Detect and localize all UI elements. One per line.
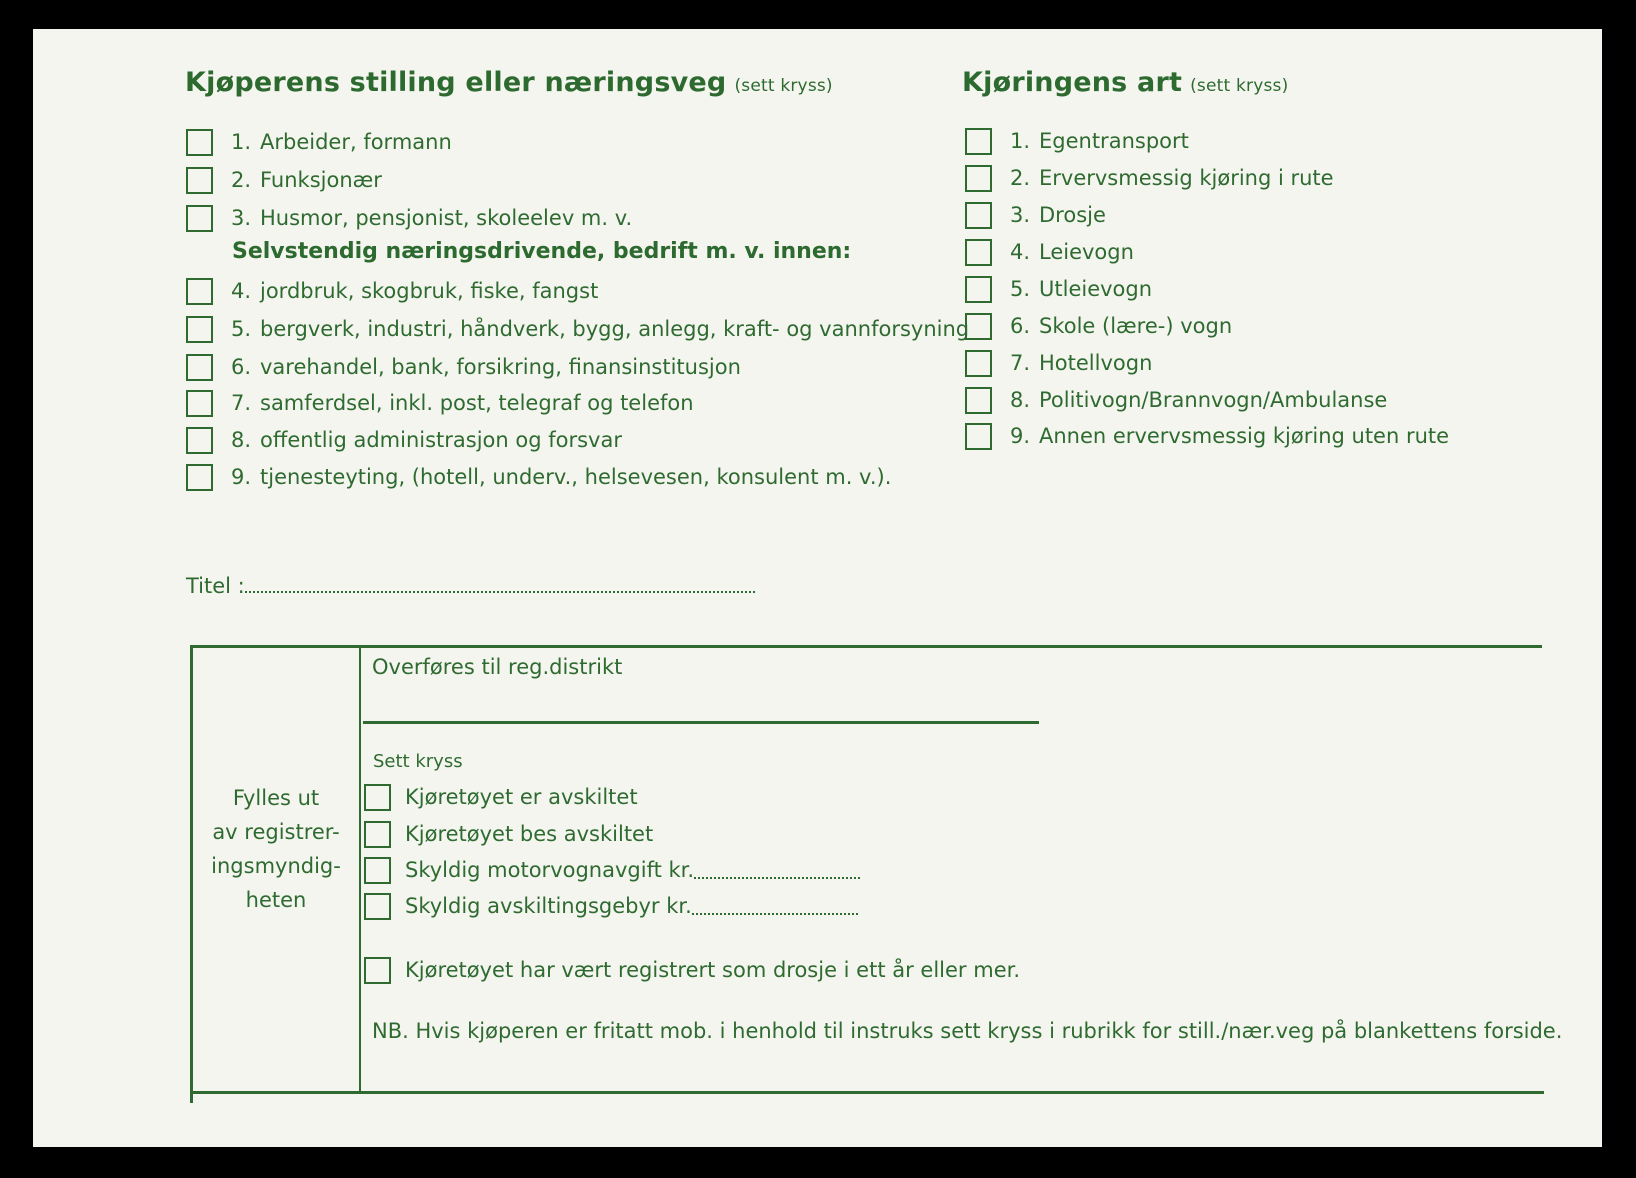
checkbox[interactable] xyxy=(364,821,391,848)
option-label: Hotellvogn xyxy=(1039,351,1153,375)
option-label: Husmor, pensjonist, skoleelev m. v. xyxy=(260,206,633,230)
option-label: offentlig administrasjon og forsvar xyxy=(260,428,622,452)
option-label: Funksjonær xyxy=(260,168,382,192)
buyer-occupation-hint: (sett kryss) xyxy=(734,76,833,96)
checkbox[interactable] xyxy=(965,350,992,377)
driving-option-2[interactable] xyxy=(965,161,1334,195)
occupation-option-4[interactable] xyxy=(186,274,598,308)
driving-option-9[interactable] xyxy=(965,419,1449,453)
check-label: Kjøretøyet er avskiltet xyxy=(405,785,638,809)
box-bottom-rule xyxy=(190,1091,1544,1094)
box-divider-rule xyxy=(359,645,361,1092)
buyer-occupation-heading xyxy=(185,67,833,98)
driving-option-6[interactable] xyxy=(965,309,1232,343)
driving-option-7[interactable] xyxy=(965,346,1152,380)
option-number: 2. xyxy=(231,168,252,192)
checkbox[interactable] xyxy=(965,423,992,450)
option-label: bergverk, industri, håndverk, bygg, anlegg, kraft- og vannforsyning xyxy=(260,317,970,341)
checkbox[interactable] xyxy=(965,239,992,266)
check-label: Kjøretøyet bes avskiltet xyxy=(405,822,654,846)
option-label: Arbeider, formann xyxy=(260,130,452,154)
driving-option-4[interactable] xyxy=(965,235,1134,269)
option-label: Annen ervervsmessig kjøring uten rute xyxy=(1039,424,1450,448)
option-number: 9. xyxy=(231,465,252,489)
option-label: Leievogn xyxy=(1039,240,1134,264)
driving-type-hint: (sett kryss) xyxy=(1190,76,1289,96)
option-label: Utleievogn xyxy=(1039,277,1153,301)
option-label: Egentransport xyxy=(1039,129,1189,153)
option-number: 4. xyxy=(231,279,252,303)
checkbox[interactable] xyxy=(965,387,992,414)
amount-dotted-line[interactable] xyxy=(694,861,860,879)
option-number: 1. xyxy=(231,130,252,154)
occupation-option-6[interactable] xyxy=(186,350,741,384)
side-label-line: av registrer- xyxy=(212,820,340,844)
option-label: Ervervsmessig kjøring i rute xyxy=(1039,166,1334,190)
check-label: Skyldig avskiltingsgebyr kr. xyxy=(405,894,692,918)
checkbox[interactable] xyxy=(965,276,992,303)
checkbox[interactable] xyxy=(186,316,213,343)
checkbox[interactable] xyxy=(364,893,391,920)
option-number: 3. xyxy=(231,206,252,230)
box-top-rule xyxy=(190,645,1542,648)
check-label: Skyldig motorvognavgift kr. xyxy=(405,858,695,882)
checkbox[interactable] xyxy=(364,784,391,811)
checkbox[interactable] xyxy=(965,202,992,229)
checkbox[interactable] xyxy=(364,857,391,884)
side-label-line: heten xyxy=(245,888,307,912)
occupation-option-3[interactable] xyxy=(186,201,632,235)
title-field[interactable] xyxy=(186,574,755,598)
driving-option-8[interactable] xyxy=(965,383,1387,417)
nb-note: NB. Hvis kjøperen er fritatt mob. i henhold til instruks sett kryss i rubrikk for still./nær.veg på blankettens forside. xyxy=(372,1019,1563,1043)
title-dotted-line[interactable] xyxy=(245,575,755,593)
driving-option-3[interactable] xyxy=(965,198,1106,232)
option-number: 7. xyxy=(1010,351,1031,375)
driving-option-1[interactable] xyxy=(965,124,1189,158)
taxi-registered-check[interactable] xyxy=(364,953,1020,987)
checkbox[interactable] xyxy=(186,129,213,156)
option-label: tjenesteyting, (hotell, underv., helsevesen, konsulent m. v.). xyxy=(260,465,892,489)
checkbox[interactable] xyxy=(186,427,213,454)
option-number: 6. xyxy=(231,355,252,379)
option-number: 7. xyxy=(231,391,252,415)
checkbox[interactable] xyxy=(186,205,213,232)
option-label: varehandel, bank, forsikring, finansinstitusjon xyxy=(260,355,741,379)
option-label: samferdsel, inkl. post, telegraf og telefon xyxy=(260,391,694,415)
occupation-option-7[interactable] xyxy=(186,386,694,420)
option-number: 8. xyxy=(231,428,252,452)
self-employed-subheading: Selvstendig næringsdrivende, bedrift m. v. innen: xyxy=(232,239,852,264)
occupation-option-8[interactable] xyxy=(186,423,622,457)
checkbox[interactable] xyxy=(364,957,391,984)
option-label: jordbruk, skogbruk, fiske, fangst xyxy=(260,279,599,303)
occupation-option-5[interactable] xyxy=(186,312,969,346)
checkbox[interactable] xyxy=(186,464,213,491)
side-label-line: ingsmyndig- xyxy=(211,854,341,878)
checkbox[interactable] xyxy=(965,165,992,192)
option-number: 4. xyxy=(1010,240,1031,264)
option-number: 5. xyxy=(231,317,252,341)
buyer-occupation-title: Kjøperens stilling eller næringsveg xyxy=(185,67,727,98)
request-deplate-check[interactable] xyxy=(364,817,653,851)
checkbox[interactable] xyxy=(965,313,992,340)
occupation-option-9[interactable] xyxy=(186,460,891,494)
amount-dotted-line[interactable] xyxy=(692,897,858,915)
title-field-label: Titel : xyxy=(186,574,245,598)
option-number: 6. xyxy=(1010,314,1031,338)
option-number: 1. xyxy=(1010,129,1031,153)
occupation-option-1[interactable] xyxy=(186,125,452,159)
checkbox[interactable] xyxy=(186,167,213,194)
side-label-line: Fylles ut xyxy=(232,786,320,810)
option-label: Drosje xyxy=(1039,203,1106,227)
option-number: 8. xyxy=(1010,388,1031,412)
registration-authority-label xyxy=(193,781,359,917)
occupation-option-2[interactable] xyxy=(186,163,382,197)
transfer-district-label: Overføres til reg.distrikt xyxy=(372,655,623,679)
checkbox[interactable] xyxy=(186,390,213,417)
driving-type-title: Kjøringens art xyxy=(962,67,1183,98)
deplated-check[interactable] xyxy=(364,780,638,814)
check-label: Kjøretøyet har vært registrert som drosje i ett år eller mer. xyxy=(405,958,1020,982)
checkbox[interactable] xyxy=(186,354,213,381)
option-number: 3. xyxy=(1010,203,1031,227)
option-label: Politivogn/Brannvogn/Ambulanse xyxy=(1039,388,1388,412)
motor-fee-owed-check[interactable] xyxy=(364,853,860,887)
option-label: Skole (lære-) vogn xyxy=(1039,314,1233,338)
checkbox[interactable] xyxy=(186,278,213,305)
driving-type-heading xyxy=(962,67,1288,98)
driving-option-5[interactable] xyxy=(965,272,1152,306)
option-number: 5. xyxy=(1010,277,1031,301)
transfer-district-input-line[interactable] xyxy=(363,721,1039,724)
form-sheet xyxy=(33,29,1602,1147)
option-number: 9. xyxy=(1010,424,1031,448)
sett-kryss-label: Sett kryss xyxy=(373,751,463,772)
checkbox[interactable] xyxy=(965,128,992,155)
option-number: 2. xyxy=(1010,166,1031,190)
deplating-fee-owed-check[interactable] xyxy=(364,889,858,923)
